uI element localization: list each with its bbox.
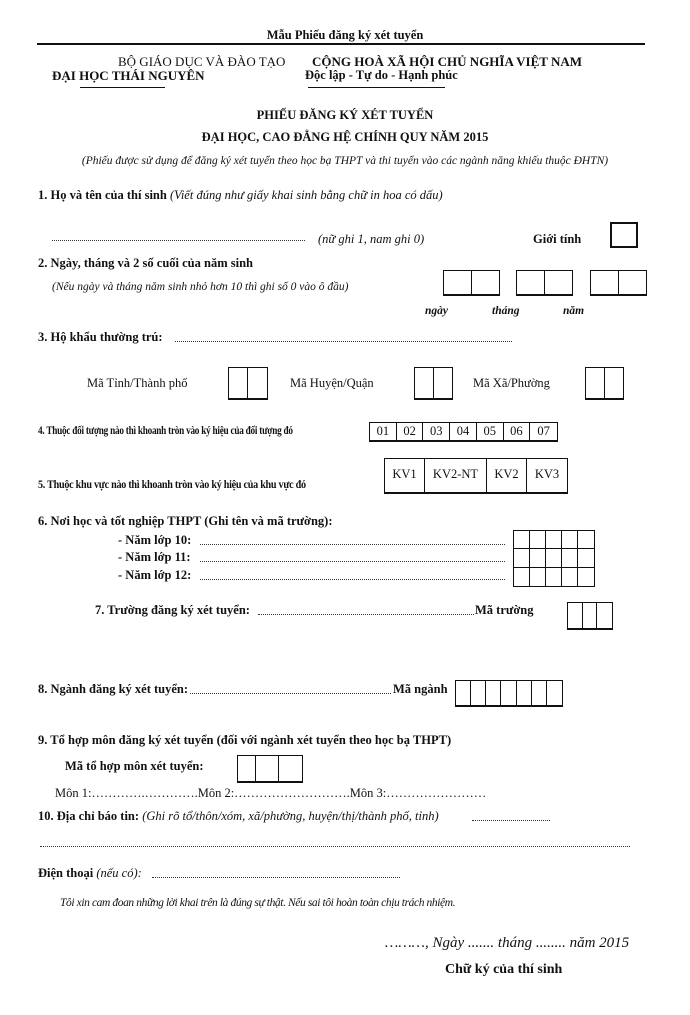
s5-label: 5. Thuộc khu vực nào thì khoanh tròn vào ký hiệu của khu vực đó bbox=[38, 479, 306, 491]
underline bbox=[80, 87, 165, 88]
s2-label: 2. Ngày, tháng và 2 số cuối của năm sinh bbox=[38, 256, 253, 270]
date-line: ………, Ngày ....... tháng ........ năm 2015 bbox=[385, 935, 630, 951]
month-label: tháng bbox=[492, 305, 520, 317]
priority-code[interactable]: 03 bbox=[423, 423, 450, 441]
title: PHIẾU ĐĂNG KÝ XÉT TUYỂN bbox=[256, 108, 434, 122]
phone-hint: (nếu có): bbox=[96, 866, 142, 880]
day-label: ngày bbox=[425, 305, 448, 317]
area-code[interactable]: KV3 bbox=[527, 459, 567, 493]
district-label: Mã Huyện/Quận bbox=[290, 376, 374, 390]
residence-field[interactable] bbox=[175, 341, 512, 342]
priority-code[interactable]: 02 bbox=[397, 423, 424, 441]
university: ĐẠI HỌC THÁI NGUYÊN bbox=[52, 68, 205, 83]
country: CỘNG HOÀ XÃ HỘI CHỦ NGHĨA VIỆT NAM bbox=[312, 54, 583, 69]
phone-label: Điện thoại bbox=[38, 866, 94, 880]
province-label: Mã Tỉnh/Thành phố bbox=[87, 376, 188, 390]
s2-hint: (Nếu ngày và tháng năm sinh nhỏ hơn 10 thì ghi số 0 vào ô đầu) bbox=[52, 281, 349, 293]
priority-code[interactable]: 01 bbox=[370, 423, 397, 441]
university-field[interactable] bbox=[258, 614, 474, 615]
priority-code[interactable]: 04 bbox=[450, 423, 477, 441]
grade12-field[interactable] bbox=[200, 579, 505, 580]
area-code[interactable]: KV1 bbox=[385, 459, 425, 493]
district-box[interactable] bbox=[414, 367, 453, 400]
ward-label: Mã Xã/Phường bbox=[473, 376, 550, 390]
year-box[interactable] bbox=[590, 270, 647, 296]
s6-label: 6. Nơi học và tốt nghiệp THPT (Ghi tên và mã trường): bbox=[38, 514, 333, 528]
s8-label: 8. Ngành đăng ký xét tuyển: bbox=[38, 682, 189, 696]
s4-label: 4. Thuộc đối tượng nào thì khoanh tròn vào ký hiệu của đối tượng đó bbox=[38, 425, 293, 437]
grade10-field[interactable] bbox=[200, 544, 505, 545]
grade11-field[interactable] bbox=[200, 561, 505, 562]
grade11-label: - Năm lớp 11: bbox=[118, 550, 191, 564]
subtitle: ĐẠI HỌC, CAO ĐẲNG HỆ CHÍNH QUY NĂM 2015 bbox=[201, 130, 489, 144]
address-field[interactable] bbox=[472, 820, 550, 821]
priority-code[interactable]: 06 bbox=[504, 423, 531, 441]
gender-box[interactable] bbox=[610, 222, 638, 248]
s1-label: 1. Họ và tên của thí sinh bbox=[38, 188, 167, 202]
name-field[interactable] bbox=[52, 240, 305, 241]
day-box[interactable] bbox=[443, 270, 500, 296]
address-field-2[interactable] bbox=[40, 846, 630, 847]
form-name: Mẫu Phiếu đăng ký xét tuyển bbox=[266, 28, 424, 42]
grade12-label: - Năm lớp 12: bbox=[118, 568, 192, 582]
gender-label: Giới tính bbox=[533, 232, 582, 246]
year-label: năm bbox=[563, 305, 585, 317]
month-box[interactable] bbox=[516, 270, 573, 296]
combo-code-box[interactable] bbox=[237, 755, 303, 783]
school-code-grid[interactable] bbox=[513, 530, 595, 587]
gender-hint: (nữ ghi 1, nam ghi 0) bbox=[318, 232, 425, 246]
area-code[interactable]: KV2 bbox=[487, 459, 527, 493]
grade10-label: - Năm lớp 10: bbox=[118, 533, 192, 547]
s3-label: 3. Hộ khẩu thường trú: bbox=[38, 330, 163, 344]
phone-field[interactable] bbox=[152, 877, 400, 878]
title-note: (Phiếu được sử dụng để đăng ký xét tuyển theo học bạ THPT và thi tuyển vào các ngành năng khiếu thuộc ĐHTN) bbox=[81, 155, 609, 167]
priority-codes bbox=[369, 422, 558, 442]
ministry: BỘ GIÁO DỤC VÀ ĐÀO TẠO bbox=[118, 54, 286, 69]
s10-label: 10. Địa chỉ báo tin: bbox=[38, 809, 140, 823]
s10-hint: (Ghi rõ tổ/thôn/xóm, xã/phường, huyện/thị/thành phố, tỉnh) bbox=[142, 809, 439, 823]
major-code-box[interactable] bbox=[455, 680, 563, 707]
subjects-line[interactable]: Môn 1:………….………….Môn 2:……………………….Môn 3:…………………… bbox=[55, 786, 487, 800]
area-code[interactable]: KV2-NT bbox=[425, 459, 487, 493]
s8-code-label: Mã ngành bbox=[393, 682, 448, 696]
priority-code[interactable]: 05 bbox=[477, 423, 504, 441]
underline bbox=[308, 87, 445, 88]
s7-code-label: Mã trường bbox=[475, 603, 534, 617]
s1-hint: (Viết đúng như giấy khai sinh bằng chữ in hoa có dấu) bbox=[169, 188, 443, 202]
declaration: Tôi xin cam đoan những lời khai trên là đúng sự thật. Nếu sai tôi hoàn toàn chịu trách nhiệm. bbox=[60, 897, 456, 909]
combo-label: Mã tổ hợp môn xét tuyển: bbox=[65, 759, 204, 773]
header-rule bbox=[37, 43, 645, 45]
ward-box[interactable] bbox=[585, 367, 624, 400]
motto: Độc lập - Tự do - Hạnh phúc bbox=[305, 68, 458, 82]
signature-label: Chữ ký của thí sinh bbox=[445, 962, 563, 977]
major-field[interactable] bbox=[190, 693, 391, 694]
s7-label: 7. Trường đăng ký xét tuyển: bbox=[95, 603, 250, 617]
priority-code[interactable]: 07 bbox=[530, 423, 557, 441]
university-code-box[interactable] bbox=[567, 602, 613, 630]
area-codes bbox=[384, 458, 568, 494]
s9-label: 9. Tổ hợp môn đăng ký xét tuyển (đối với ngành xét tuyển theo học bạ THPT) bbox=[38, 733, 452, 747]
province-box[interactable] bbox=[228, 367, 268, 400]
